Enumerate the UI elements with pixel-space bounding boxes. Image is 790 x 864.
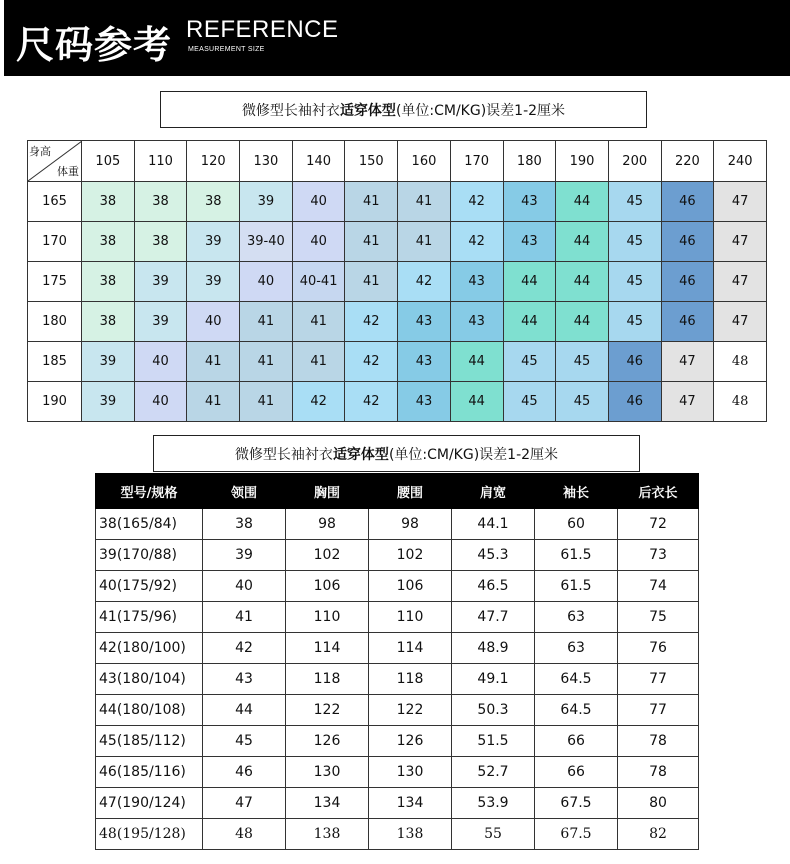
size-cell: 46: [661, 182, 714, 222]
caption-prefix: 微修型长袖衬衣: [241, 102, 340, 119]
measure-value-cell: 66: [535, 757, 618, 788]
size-spec-cell: 46(185/116): [96, 757, 203, 788]
measure-value-cell: 78: [618, 726, 699, 757]
size-cell: 45: [608, 262, 661, 302]
weight-header-cell: 110: [134, 141, 187, 182]
measure-value-cell: 106: [369, 571, 452, 602]
size-cell: 44: [556, 182, 609, 222]
size-cell: 46: [608, 382, 661, 422]
measure-value-cell: 134: [286, 788, 369, 819]
size-cell: 41: [345, 182, 398, 222]
measure-value-cell: 114: [369, 633, 452, 664]
caption-suffix: (单位:CM/KG)误差1-2厘米: [395, 102, 566, 119]
height-cell: 180: [28, 302, 82, 342]
size-spec-cell: 41(175/96): [96, 602, 203, 633]
size-spec-cell: 45(185/112): [96, 726, 203, 757]
size-cell: 46: [608, 342, 661, 382]
measure-value-cell: 63: [535, 602, 618, 633]
measure-value-cell: 77: [618, 695, 699, 726]
measure-value-cell: 134: [369, 788, 452, 819]
size-cell: 39: [82, 342, 135, 382]
measure-value-cell: 110: [286, 602, 369, 633]
size-cell: 43: [450, 302, 503, 342]
measure-value-cell: 106: [286, 571, 369, 602]
size-cell: 47: [714, 262, 767, 302]
weight-header-cell: 160: [398, 141, 451, 182]
size-cell: 42: [345, 302, 398, 342]
size-cell: 41: [187, 382, 240, 422]
measure-value-cell: 122: [286, 695, 369, 726]
measure-value-cell: 126: [369, 726, 452, 757]
size-grid-caption: [160, 91, 647, 128]
size-cell: 41: [292, 342, 345, 382]
measurement-table: [95, 473, 699, 850]
measure-value-cell: 40: [203, 571, 286, 602]
weight-header-cell: 190: [556, 141, 609, 182]
measure-value-cell: 49.1: [452, 664, 535, 695]
measure-row: [96, 571, 699, 602]
measure-value-cell: 64.5: [535, 695, 618, 726]
measure-value-cell: 130: [369, 757, 452, 788]
size-spec-cell: 39(170/88): [96, 540, 203, 571]
size-spec-cell: 44(180/108): [96, 695, 203, 726]
size-cell: 41: [345, 262, 398, 302]
size-cell: 45: [608, 182, 661, 222]
measure-row: [96, 509, 699, 540]
size-cell: 46: [661, 222, 714, 262]
weight-header-cell: 120: [187, 141, 240, 182]
height-cell: 175: [28, 262, 82, 302]
size-cell: 45: [556, 342, 609, 382]
size-cell: 38: [82, 182, 135, 222]
measure-value-cell: 82: [618, 819, 699, 850]
measure-value-cell: 110: [369, 602, 452, 633]
size-cell: 39: [187, 222, 240, 262]
size-spec-cell: 38(165/84): [96, 509, 203, 540]
size-cell: 46: [661, 262, 714, 302]
header-banner: [4, 0, 790, 76]
weight-header-cell: 130: [240, 141, 293, 182]
size-cell: 39: [240, 182, 293, 222]
size-cell: 45: [503, 382, 556, 422]
size-cell: 38: [134, 182, 187, 222]
measure-row: [96, 819, 699, 850]
weight-header-row: [28, 141, 767, 182]
measure-value-cell: 53.9: [452, 788, 535, 819]
measure-value-cell: 55: [452, 819, 535, 850]
measure-row: [96, 788, 699, 819]
size-cell: 43: [398, 342, 451, 382]
measure-value-cell: 78: [618, 757, 699, 788]
size-cell: 44: [450, 382, 503, 422]
size-cell: 41: [398, 182, 451, 222]
measure-value-cell: 41: [203, 602, 286, 633]
measure-row: [96, 540, 699, 571]
caption-bold: 适穿体型: [339, 102, 396, 119]
size-cell: 39-40: [240, 222, 293, 262]
measure-value-cell: 61.5: [535, 540, 618, 571]
measure-value-cell: 52.7: [452, 757, 535, 788]
size-cell: 42: [450, 182, 503, 222]
height-cell: 185: [28, 342, 82, 382]
measure-value-cell: 45: [203, 726, 286, 757]
weight-header-cell: 240: [714, 141, 767, 182]
size-cell: 47: [714, 222, 767, 262]
size-cell: 43: [398, 382, 451, 422]
size-cell: 42: [345, 342, 398, 382]
measure-value-cell: 46.5: [452, 571, 535, 602]
measure-value-cell: 47.7: [452, 602, 535, 633]
size-cell: 45: [503, 342, 556, 382]
measure-value-cell: 138: [369, 819, 452, 850]
measure-value-cell: 72: [618, 509, 699, 540]
size-grid-row: [28, 342, 767, 382]
size-cell: 39: [134, 302, 187, 342]
measure-row: [96, 633, 699, 664]
weight-header-cell: 180: [503, 141, 556, 182]
size-cell: 41: [398, 222, 451, 262]
measure-value-cell: 67.5: [535, 788, 618, 819]
caption-prefix: 微修型长袖衬衣: [234, 446, 333, 463]
weight-header-cell: 170: [450, 141, 503, 182]
size-grid-row: [28, 302, 767, 342]
measure-value-cell: 67.5: [535, 819, 618, 850]
size-cell: 47: [661, 342, 714, 382]
size-cell: 43: [450, 262, 503, 302]
size-grid-row: [28, 382, 767, 422]
size-grid-row: [28, 182, 767, 222]
header-title-cn: 尺码参考: [16, 23, 173, 67]
size-spec-cell: 42(180/100): [96, 633, 203, 664]
measure-row: [96, 664, 699, 695]
size-cell: 40: [187, 302, 240, 342]
measure-value-cell: 48: [203, 819, 286, 850]
height-cell: 190: [28, 382, 82, 422]
weight-header-cell: 200: [608, 141, 661, 182]
size-cell: 38: [187, 182, 240, 222]
size-cell: 43: [503, 182, 556, 222]
size-cell: 42: [345, 382, 398, 422]
size-cell: 38: [82, 262, 135, 302]
size-spec-cell: 47(190/124): [96, 788, 203, 819]
size-cell: 44: [556, 262, 609, 302]
measure-value-cell: 98: [286, 509, 369, 540]
measure-value-cell: 118: [286, 664, 369, 695]
corner-cell: [28, 141, 82, 182]
measure-value-cell: 48.9: [452, 633, 535, 664]
weight-header-cell: 220: [661, 141, 714, 182]
measure-value-cell: 51.5: [452, 726, 535, 757]
size-cell: 41: [345, 222, 398, 262]
size-cell: 40: [134, 342, 187, 382]
measure-value-cell: 43: [203, 664, 286, 695]
measure-value-cell: 46: [203, 757, 286, 788]
measure-row: [96, 695, 699, 726]
size-cell: 40: [134, 382, 187, 422]
measure-header-cell: 肩宽: [452, 474, 535, 509]
size-cell: 40-41: [292, 262, 345, 302]
size-cell: 41: [240, 382, 293, 422]
measure-value-cell: 44.1: [452, 509, 535, 540]
weight-header-cell: 105: [82, 141, 135, 182]
measure-value-cell: 66: [535, 726, 618, 757]
header-title-en: REFERENCE: [186, 16, 339, 43]
measure-value-cell: 80: [618, 788, 699, 819]
size-cell: 38: [134, 222, 187, 262]
size-cell: 47: [714, 182, 767, 222]
size-cell: 45: [556, 382, 609, 422]
measure-header-cell: 腰围: [369, 474, 452, 509]
size-cell: 44: [556, 302, 609, 342]
header-subtitle: MEASUREMENT SIZE: [188, 46, 265, 53]
measure-value-cell: 50.3: [452, 695, 535, 726]
size-grid-table: [27, 140, 767, 422]
measure-value-cell: 114: [286, 633, 369, 664]
measure-value-cell: 47: [203, 788, 286, 819]
measure-header-cell: 领围: [203, 474, 286, 509]
caption-bold: 适穿体型: [332, 446, 389, 463]
size-cell: 41: [292, 302, 345, 342]
size-spec-cell: 43(180/104): [96, 664, 203, 695]
measure-header-cell: 型号/规格: [96, 474, 203, 509]
size-cell: 40: [240, 262, 293, 302]
size-cell: 47: [714, 302, 767, 342]
weight-header-cell: 140: [292, 141, 345, 182]
size-cell: 45: [608, 302, 661, 342]
measure-value-cell: 73: [618, 540, 699, 571]
size-cell: 48: [714, 382, 767, 422]
size-cell: 39: [187, 262, 240, 302]
size-cell: 41: [240, 342, 293, 382]
size-cell: 43: [503, 222, 556, 262]
height-cell: 170: [28, 222, 82, 262]
size-cell: 42: [292, 382, 345, 422]
size-spec-cell: 48(195/128): [96, 819, 203, 850]
size-cell: 44: [503, 262, 556, 302]
measure-value-cell: 130: [286, 757, 369, 788]
measure-value-cell: 138: [286, 819, 369, 850]
measure-value-cell: 126: [286, 726, 369, 757]
size-cell: 42: [450, 222, 503, 262]
measure-value-cell: 122: [369, 695, 452, 726]
measure-value-cell: 63: [535, 633, 618, 664]
measure-value-cell: 74: [618, 571, 699, 602]
size-cell: 44: [450, 342, 503, 382]
measure-header-cell: 袖长: [535, 474, 618, 509]
size-cell: 43: [398, 302, 451, 342]
measure-row: [96, 757, 699, 788]
size-cell: 38: [82, 222, 135, 262]
measure-value-cell: 38: [203, 509, 286, 540]
size-cell: 39: [82, 382, 135, 422]
measure-value-cell: 44: [203, 695, 286, 726]
corner-label-weight: 体重: [57, 165, 79, 178]
size-cell: 38: [82, 302, 135, 342]
measure-value-cell: 45.3: [452, 540, 535, 571]
measure-row: [96, 726, 699, 757]
size-grid-row: [28, 262, 767, 302]
measure-value-cell: 118: [369, 664, 452, 695]
measure-table-caption: [153, 435, 640, 472]
size-grid-row: [28, 222, 767, 262]
measure-value-cell: 102: [286, 540, 369, 571]
size-cell: 47: [661, 382, 714, 422]
measure-value-cell: 60: [535, 509, 618, 540]
measure-header-cell: 胸围: [286, 474, 369, 509]
measure-value-cell: 102: [369, 540, 452, 571]
measure-value-cell: 75: [618, 602, 699, 633]
size-cell: 44: [503, 302, 556, 342]
caption-suffix: (单位:CM/KG)误差1-2厘米: [388, 446, 559, 463]
size-cell: 40: [292, 182, 345, 222]
measure-value-cell: 64.5: [535, 664, 618, 695]
size-cell: 40: [292, 222, 345, 262]
measure-value-cell: 76: [618, 633, 699, 664]
measure-value-cell: 42: [203, 633, 286, 664]
height-cell: 165: [28, 182, 82, 222]
size-cell: 42: [398, 262, 451, 302]
size-cell: 41: [240, 302, 293, 342]
size-cell: 39: [134, 262, 187, 302]
size-cell: 45: [608, 222, 661, 262]
measure-value-cell: 39: [203, 540, 286, 571]
size-cell: 48: [714, 342, 767, 382]
size-spec-cell: 40(175/92): [96, 571, 203, 602]
measure-value-cell: 77: [618, 664, 699, 695]
measure-header-cell: 后衣长: [618, 474, 699, 509]
weight-header-cell: 150: [345, 141, 398, 182]
measure-value-cell: 98: [369, 509, 452, 540]
size-cell: 46: [661, 302, 714, 342]
measure-row: [96, 602, 699, 633]
corner-label-height: 身高: [29, 145, 51, 158]
size-cell: 41: [187, 342, 240, 382]
measure-value-cell: 61.5: [535, 571, 618, 602]
size-cell: 44: [556, 222, 609, 262]
